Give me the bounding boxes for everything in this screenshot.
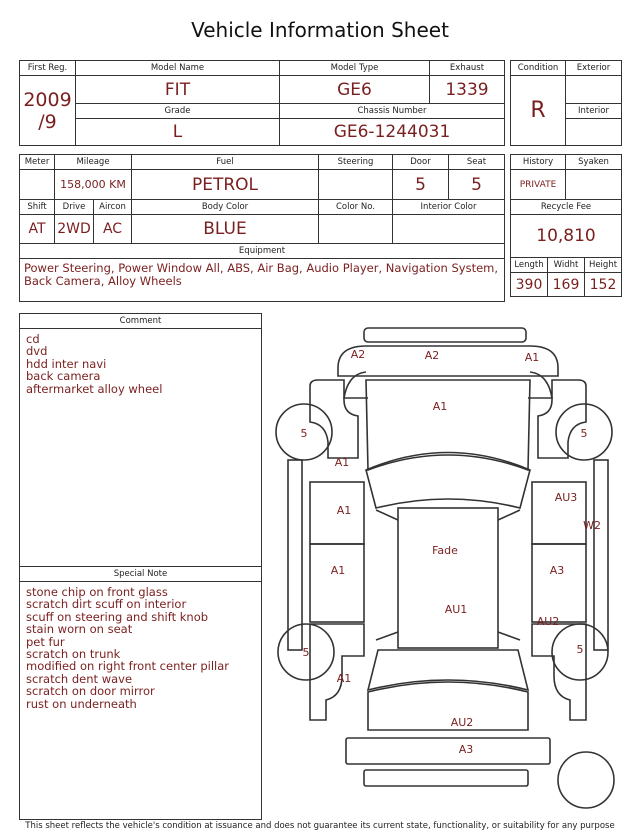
model-type-value: GE6: [280, 76, 430, 104]
shift-label: Shift: [20, 200, 55, 215]
recycle-fee-label: Recycle Fee: [511, 200, 622, 215]
comment-item: cd: [26, 332, 40, 346]
spec-table: [19, 154, 505, 302]
special-note-item: scratch on door mirror: [26, 684, 155, 699]
car-damage-diagram: [266, 320, 630, 820]
model-type-label: Model Type: [280, 61, 430, 76]
first-reg-label: First Reg.: [20, 61, 76, 76]
interior-label: Interior: [566, 104, 622, 119]
exterior-label: Exterior: [566, 61, 622, 76]
footer-disclaimer: This sheet reflects the vehicle's condition at issuance and does not guarantee its current state, functionality, or suitability for any purpose: [25, 821, 615, 831]
rear-bar: [364, 770, 528, 786]
color-no-label: Color No.: [319, 200, 393, 215]
drive-label: Drive: [55, 200, 94, 215]
aircon-value: AC: [94, 215, 132, 244]
special-note-item: rust on underneath: [26, 696, 137, 711]
left-front-fender-shape: [310, 380, 358, 458]
mark-left-rear-door: A1: [330, 564, 346, 577]
special-note-item: modified on right front center pillar: [26, 659, 229, 674]
grade-value: L: [76, 119, 280, 146]
equipment-cell: [20, 259, 505, 302]
length-value: 390: [511, 273, 548, 297]
length-label: Length: [511, 258, 548, 273]
mark-front-bumper-right: A1: [524, 351, 540, 364]
mark-hood: A1: [432, 400, 448, 413]
mark-right-rear-fender: AU2: [536, 615, 560, 628]
interior-value: [566, 119, 622, 146]
syaken-label: Syaken: [566, 155, 622, 170]
comment-item: back camera: [26, 369, 101, 384]
mark-wheel-front-right: 5: [580, 427, 588, 440]
grade-label: Grade: [76, 104, 280, 119]
special-note-item: scratch dent wave: [26, 671, 133, 686]
special-note-item: stone chip on front glass: [26, 585, 168, 599]
right-a-pillar-shape: [594, 460, 608, 650]
hood-shape: [366, 380, 530, 470]
drive-value: 2WD: [55, 215, 94, 244]
special-note-item: pet fur: [26, 634, 65, 649]
special-note-item: scuff on steering and shift knob: [26, 609, 209, 624]
comment-item: dvd: [26, 344, 48, 359]
front-roof-bar: [364, 328, 526, 342]
first-reg-year: 2009: [23, 88, 72, 111]
first-reg-value: [20, 76, 76, 146]
equipment-value: Power Steering, Power Window All, ABS, Air Bag, Audio Player, Navigation System, Back Camera, Alloy Wheels: [24, 261, 499, 288]
mark-trunk: AU2: [450, 716, 474, 729]
width-value: 169: [548, 273, 585, 297]
windshield-shape: [366, 453, 530, 509]
seat-label: Seat: [449, 155, 505, 170]
exhaust-label: Exhaust: [430, 61, 505, 76]
special-note-item: scratch on trunk: [26, 647, 121, 662]
equipment-label: Equipment: [20, 244, 505, 259]
condition-label: Condition: [511, 61, 566, 76]
comment-item: hdd inter navi: [26, 356, 107, 371]
rear-bumper-shape: [346, 738, 550, 764]
mark-right-pillar: W2: [583, 519, 601, 532]
comment-box: [19, 313, 262, 567]
height-value: 152: [585, 273, 622, 297]
right-rear-fender-shape: [532, 624, 586, 720]
condition-value: R: [511, 76, 566, 146]
mileage-label: Mileage: [55, 155, 132, 170]
aircon-label: Aircon: [94, 200, 132, 215]
syaken-value: [566, 170, 622, 200]
special-note-item: stain worn on seat: [26, 622, 133, 637]
mark-left-rear-fender: A1: [336, 672, 352, 685]
model-name-label: Model Name: [76, 61, 280, 76]
mark-rear-bumper: A3: [458, 743, 474, 756]
special-note-item: scratch dirt scuff on interior: [26, 597, 187, 612]
color-no-value: [319, 215, 393, 244]
mark-right-rear-door: A3: [549, 564, 565, 577]
fuel-label: Fuel: [132, 155, 319, 170]
chassis-number-value: GE6-1244031: [280, 119, 505, 146]
right-rear-door-shape: [532, 544, 586, 622]
mark-wheel-rear-left: 5: [302, 646, 310, 659]
history-label: History: [511, 155, 566, 170]
roof-shape: [398, 508, 498, 648]
mark-roof: Fade: [432, 544, 458, 557]
door-label: Door: [393, 155, 449, 170]
height-label: Height: [585, 258, 622, 273]
mark-right-front-fender: AU3: [554, 491, 578, 504]
trunk-shape: [368, 682, 528, 730]
steering-label: Steering: [319, 155, 393, 170]
chassis-number-label: Chassis Number: [280, 104, 505, 119]
interior-color-label: Interior Color: [393, 200, 505, 215]
interior-color-value: [393, 215, 505, 244]
meter-value: [20, 170, 55, 200]
model-name-value: FIT: [76, 76, 280, 104]
rear-window-shape: [368, 650, 528, 690]
meter-label: Meter: [20, 155, 55, 170]
history-table: [510, 154, 622, 297]
condition-table: [510, 60, 622, 146]
special-note-label: Special Note: [20, 567, 261, 582]
fuel-value: PETROL: [132, 170, 319, 200]
vehicle-info-table: [19, 60, 505, 146]
body-color-label: Body Color: [132, 200, 319, 215]
mark-left-front-door: A1: [336, 504, 352, 517]
special-note-list: [20, 582, 261, 714]
mark-wheel-rear-right: 5: [576, 643, 584, 656]
first-reg-month: /9: [38, 110, 57, 133]
exhaust-value: 1339: [430, 76, 505, 104]
comment-list: [20, 329, 261, 399]
seat-value: 5: [449, 170, 505, 200]
comment-label: Comment: [20, 314, 261, 329]
left-a-pillar-shape: [288, 460, 302, 650]
special-note-box: [19, 566, 262, 820]
door-value: 5: [393, 170, 449, 200]
body-color-value: BLUE: [132, 215, 319, 244]
mark-roof-rear: AU1: [444, 603, 468, 616]
mark-left-front-fender: A1: [334, 456, 350, 469]
width-label: Widht: [548, 258, 585, 273]
mileage-value: 158,000 KM: [55, 170, 132, 200]
right-front-fender-shape: [538, 380, 586, 458]
exterior-value: [566, 76, 622, 104]
history-value: PRIVATE: [511, 170, 566, 200]
left-rear-door-shape: [310, 544, 364, 622]
mark-front-bumper-left: A2: [350, 348, 366, 361]
mark-front-bumper-center: A2: [424, 349, 440, 362]
page-title: Vehicle Information Sheet: [191, 18, 449, 42]
comment-item: aftermarket alloy wheel: [26, 381, 163, 396]
shift-value: AT: [20, 215, 55, 244]
recycle-fee-value: 10,810: [511, 215, 622, 258]
mark-wheel-front-left: 5: [300, 427, 308, 440]
steering-value: [319, 170, 393, 200]
spare-tire-shape: [558, 752, 614, 808]
